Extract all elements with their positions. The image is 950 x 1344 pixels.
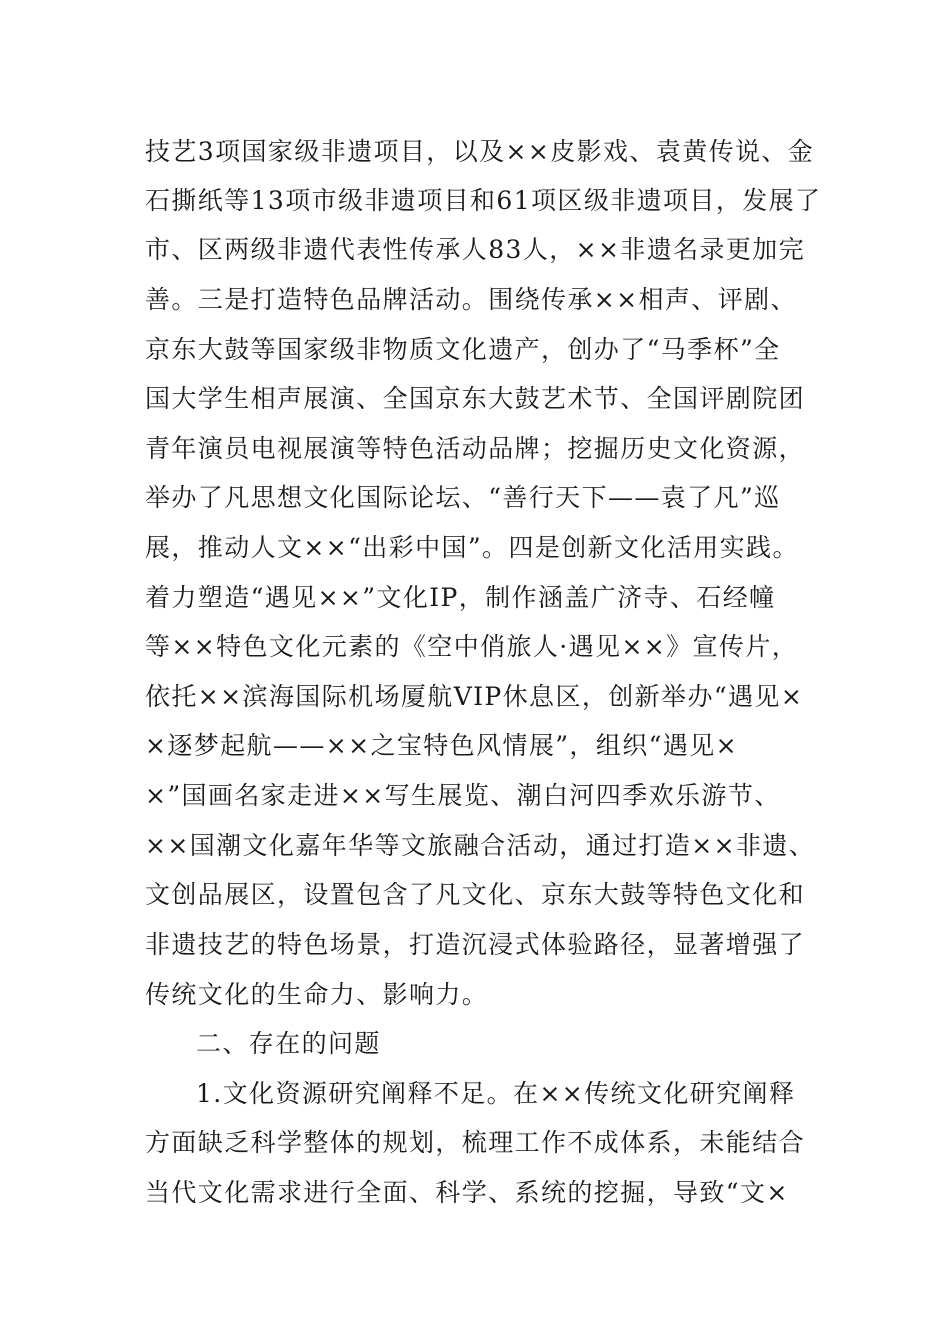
paragraph-line: 依托××滨海国际机场厦航VIP休息区，创新举办“遇见× xyxy=(145,682,804,711)
paragraph-line: 京东大鼓等国家级非物质文化遗产，创办了“马季杯”全 xyxy=(145,335,781,364)
paragraph-line: 等××特色文化元素的《空中俏旅人·遇见××》宣传片， xyxy=(145,632,799,661)
paragraph-line: 技艺3项国家级非遗项目，以及××皮影戏、袁黄传说、金 xyxy=(145,137,815,166)
paragraph-line: 青年演员电视展演等特色活动品牌；挖掘历史文化资源， xyxy=(145,434,806,463)
paragraph-line: 市、区两级非遗代表性传承人83人，××非遗名录更加完 xyxy=(145,235,806,264)
section-heading: 二、存在的问题 xyxy=(196,1029,381,1058)
paragraph-line: 举办了凡思想文化国际论坛、“善行天下——袁了凡”巡 xyxy=(145,483,781,512)
paragraph-line: 石撕纸等13项市级非遗项目和61项区级非遗项目，发展了 xyxy=(145,186,822,215)
paragraph-line: ×”国画名家走进××写生展览、潮白河四季欢乐游节、 xyxy=(145,781,781,810)
paragraph-line: 非遗技艺的特色场景，打造沉浸式体验路径，显著增强了 xyxy=(145,930,806,959)
paragraph-line: ×逐梦起航——××之宝特色风情展”，组织“遇见× xyxy=(145,731,738,760)
paragraph-line: 当代文化需求进行全面、科学、系统的挖掘，导致“文× xyxy=(145,1178,789,1207)
paragraph-line: 展，推动人文××“出彩中国”。四是创新文化活用实践。 xyxy=(145,533,799,562)
paragraph-line: 着力塑造“遇见××”文化IP，制作涵盖广济寺、石经幢 xyxy=(145,583,776,612)
paragraph-line: 1.文化资源研究阐释不足。在××传统文化研究阐释 xyxy=(196,1079,796,1108)
paragraph-line: 方面缺乏科学整体的规划，梳理工作不成体系，未能结合 xyxy=(145,1128,806,1157)
paragraph-line: 文创品展区，设置包含了凡文化、京东大鼓等特色文化和 xyxy=(145,880,806,909)
paragraph-line: 传统文化的生命力、影响力。 xyxy=(145,980,489,1009)
paragraph-line: 善。三是打造特色品牌活动。围绕传承××相声、评剧、 xyxy=(145,285,797,314)
paragraph-line: 国大学生相声展演、全国京东大鼓艺术节、全国评剧院团 xyxy=(145,384,806,413)
paragraph-line: ××国潮文化嘉年华等文旅融合活动，通过打造××非遗、 xyxy=(145,831,816,860)
